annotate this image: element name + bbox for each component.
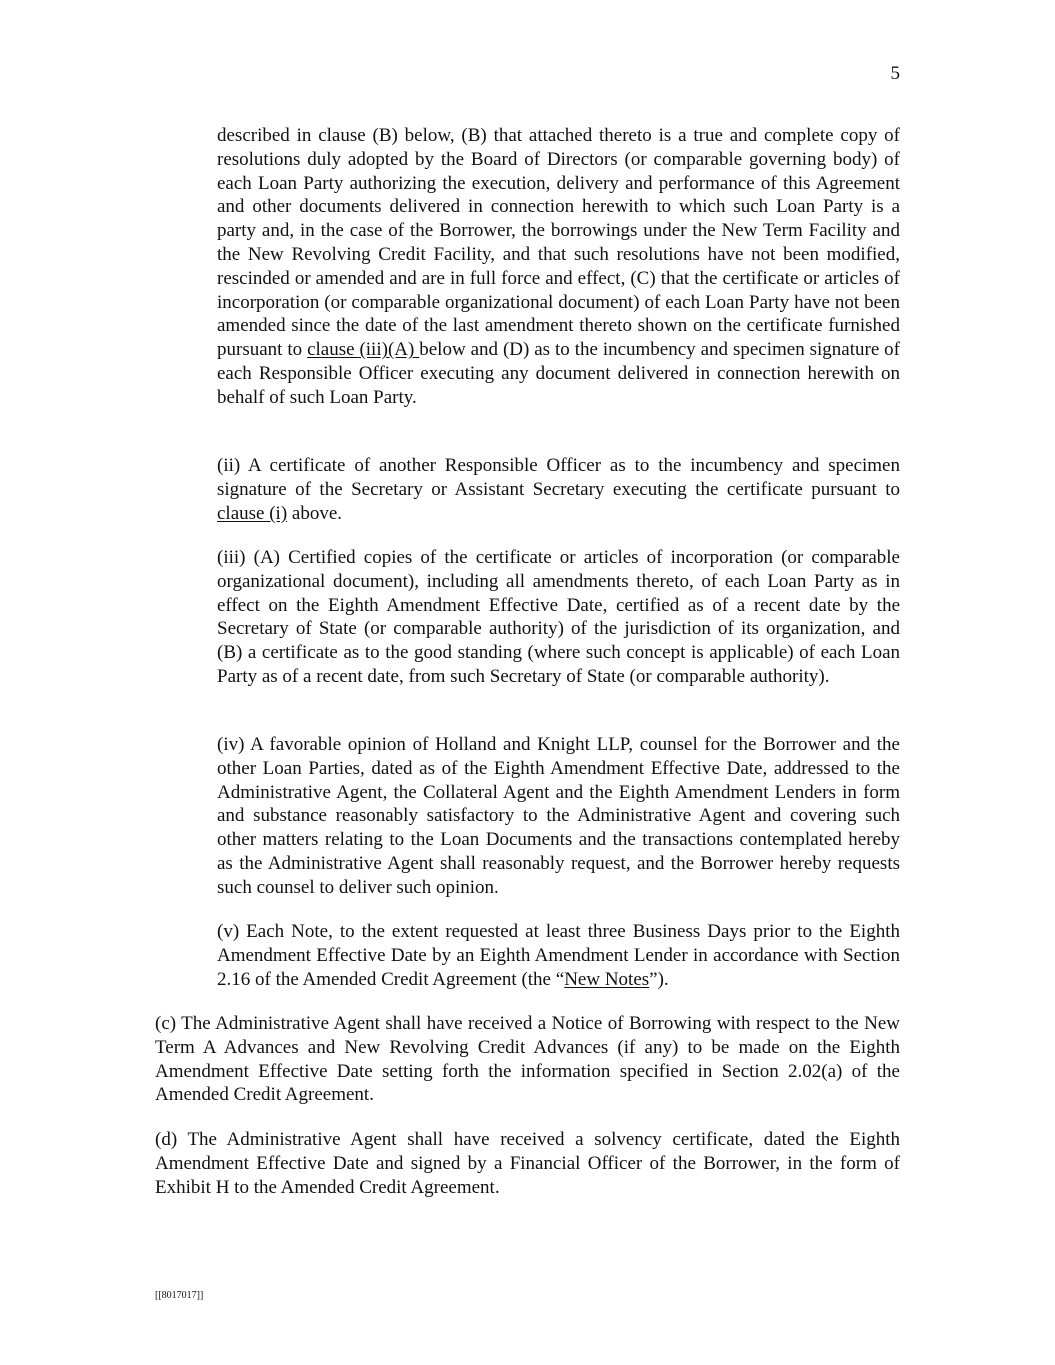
clause-reference-iii-a: clause (iii)(A)	[307, 339, 420, 361]
clause-reference-i: clause (i)	[217, 502, 288, 524]
paragraph-v-notes	[217, 920, 900, 991]
defined-term-new-notes: New Notes	[564, 968, 650, 990]
paragraph-resolutions-certificate	[217, 124, 900, 410]
document-id-footer: [[8017017]]	[155, 1290, 204, 1301]
paragraph-text: ”).	[649, 968, 669, 990]
paragraph-text: (v) Each Note, to the extent requested at least three Business Days prior to the Eighth Amendment Effective Date by an Eighth Amendment Lender in accordance with Section 2.16 of the Amended Credit Agreement (the “	[217, 921, 900, 990]
paragraph-text: above.	[287, 502, 343, 524]
paragraph-iv-legal-opinion: (iv) A favorable opinion of Holland and Knight LLP, counsel for the Borrower and the other Loan Parties, dated as of the Eighth Amendment Effective Date, addressed to the Administrative Agent, the Collateral Agent and the Eighth Amendment Lenders in form and substance reasonably satisfactory to the Administrative Agent and covering such other matters relating to the Loan Documents and the transactions contemplated hereby as the Administrative Agent shall reasonably request, and the Borrower hereby requests such counsel to deliver such opinion.	[217, 734, 900, 898]
paragraph-c-notice-of-borrowing: (c) The Administrative Agent shall have received a Notice of Borrowing with respect to the New Term A Advances and New Revolving Credit Advances (if any) to be made on the Eighth Amendment Effective Date setting forth the information specified in Section 2.02(a) of the Amended Credit Agreement.	[155, 1013, 900, 1106]
paragraph-text: described in clause (B) below, (B) that attached thereto is a true and complete copy of resolutions duly adopted by the Board of Directors (or comparable governing body) of each Loan Party authorizing the execution, delivery and performance of this Agreement and other documents delivered in connection herewith to which such Loan Party is a party and, in the case of the Borrower, the borrowings under the New Term Facility and the New Revolving Credit Facility, and that such resolutions have not been modified, rescinded or amended and are in full force and effect, (C) that the certificate or articles of incorporation (or comparable organizational document) of each Loan Party have not been amended since the date of the last amendment thereto shown on the certificate furnished pursuant to	[217, 125, 900, 361]
paragraph-ii-incumbency	[217, 454, 900, 525]
paragraph-iii-certified-copies: (iii) (A) Certified copies of the certificate or articles of incorporation (or comparable organizational document), including all amendments thereto, of each Loan Party as in effect on the Eighth Amendment Effective Date, certified as of a recent date by the Secretary of State (or comparable authority) of the jurisdiction of its organization, and (B) a certificate as to the good standing (where such concept is applicable) of each Loan Party as of a recent date, from such Secretary of State (or comparable authority).	[217, 547, 900, 687]
paragraph-text: below and (D) as to the incumbency and specimen signature of each Responsible Officer executing any document delivered in connection herewith on behalf of such Loan Party.	[217, 339, 901, 408]
page-number: 5	[890, 63, 900, 84]
paragraph-d-solvency-certificate: (d) The Administrative Agent shall have received a solvency certificate, dated the Eighth Amendment Effective Date and signed by a Financial Officer of the Borrower, in the form of Exhibit H to the Amended Credit Agreement.	[155, 1129, 900, 1198]
paragraph-text: (ii) A certificate of another Responsible Officer as to the incumbency and specimen signature of the Secretary or Assistant Secretary executing the certificate pursuant to	[217, 455, 900, 500]
